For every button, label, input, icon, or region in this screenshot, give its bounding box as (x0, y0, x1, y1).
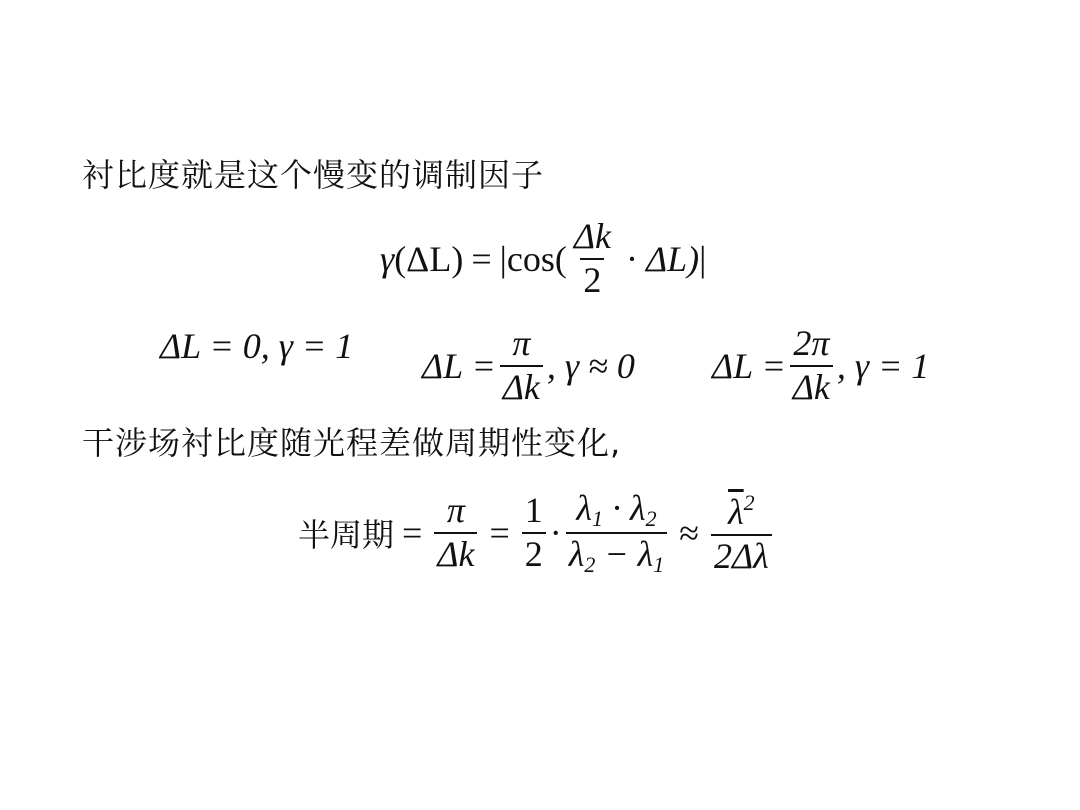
lambda-bar-numerator (725, 491, 758, 534)
abs-open: | (499, 238, 507, 279)
numerator-dot: · (611, 488, 621, 528)
periodicity-text: 干涉场衬比度随光程差做周期性变化, (82, 424, 622, 462)
lambda-2: λ (629, 488, 646, 528)
equals-sign-2: = (489, 513, 510, 554)
case-3-denominator: Δk (790, 365, 833, 407)
case-3-rhs: , γ = 1 (836, 345, 930, 386)
equals-sign-1: = (402, 513, 423, 554)
two-delta-lambda-denominator: 2Δλ (711, 534, 772, 576)
subscript-2: 2 (645, 506, 657, 531)
fraction-denominator: 2 (580, 258, 604, 300)
pi-over-dk-fraction (434, 492, 477, 574)
lambda-bar: $\overline{\lambda}$ (728, 491, 744, 532)
half-period-formula (298, 490, 776, 576)
case-2 (422, 325, 635, 407)
contrast-formula (380, 218, 706, 300)
case-1 (160, 325, 353, 367)
gamma-argument: (ΔL) (394, 238, 464, 279)
case-2-rhs: , γ ≈ 0 (546, 345, 635, 386)
lambda-1-den: λ (637, 534, 654, 575)
lambda-2-den: λ (568, 534, 585, 575)
one-half-fraction (522, 492, 546, 574)
lambda-difference-denominator (566, 532, 667, 576)
equals-sign: = (471, 238, 492, 279)
one-numerator: 1 (524, 490, 543, 531)
dot-operator: · (625, 238, 638, 279)
case-3-numerator: 2π (793, 323, 830, 363)
lambda-bar-squared-fraction (711, 491, 772, 576)
minus-sign: − (604, 534, 629, 575)
case-3-fraction (790, 325, 833, 407)
half-period-label: 半周期 (298, 516, 395, 555)
gamma-symbol: γ (380, 238, 395, 279)
case-3 (712, 325, 929, 407)
exponent-2: 2 (743, 489, 755, 515)
intro-text: 衬比度就是这个慢变的调制因子 (82, 156, 545, 194)
case-3-lhs: ΔL = (712, 345, 786, 386)
delta-l-argument: ΔL) (645, 238, 700, 279)
subscript-1: 1 (591, 506, 603, 531)
dk-denominator: Δk (434, 532, 477, 574)
dot-operator: · (549, 513, 562, 554)
fraction-numerator: Δk (573, 216, 611, 256)
lambda-product-fraction (566, 490, 667, 576)
cos-function: cos( (506, 238, 567, 279)
case-1-expression: ΔL = 0, γ = 1 (160, 326, 354, 366)
lambda-product-numerator (573, 490, 659, 532)
case-2-numerator: π (512, 323, 531, 363)
case-2-lhs: ΔL = (422, 345, 496, 386)
case-2-denominator: Δk (500, 365, 543, 407)
lambda-1: λ (576, 488, 592, 528)
fraction-dk-over-2 (571, 218, 614, 300)
subscript-1-den: 1 (653, 552, 665, 578)
two-denominator: 2 (522, 532, 546, 574)
subscript-2-den: 2 (584, 552, 596, 578)
case-2-fraction (500, 325, 543, 407)
abs-close: | (699, 238, 707, 279)
approx-sign: ≈ (679, 513, 699, 554)
pi-numerator: π (446, 490, 465, 531)
